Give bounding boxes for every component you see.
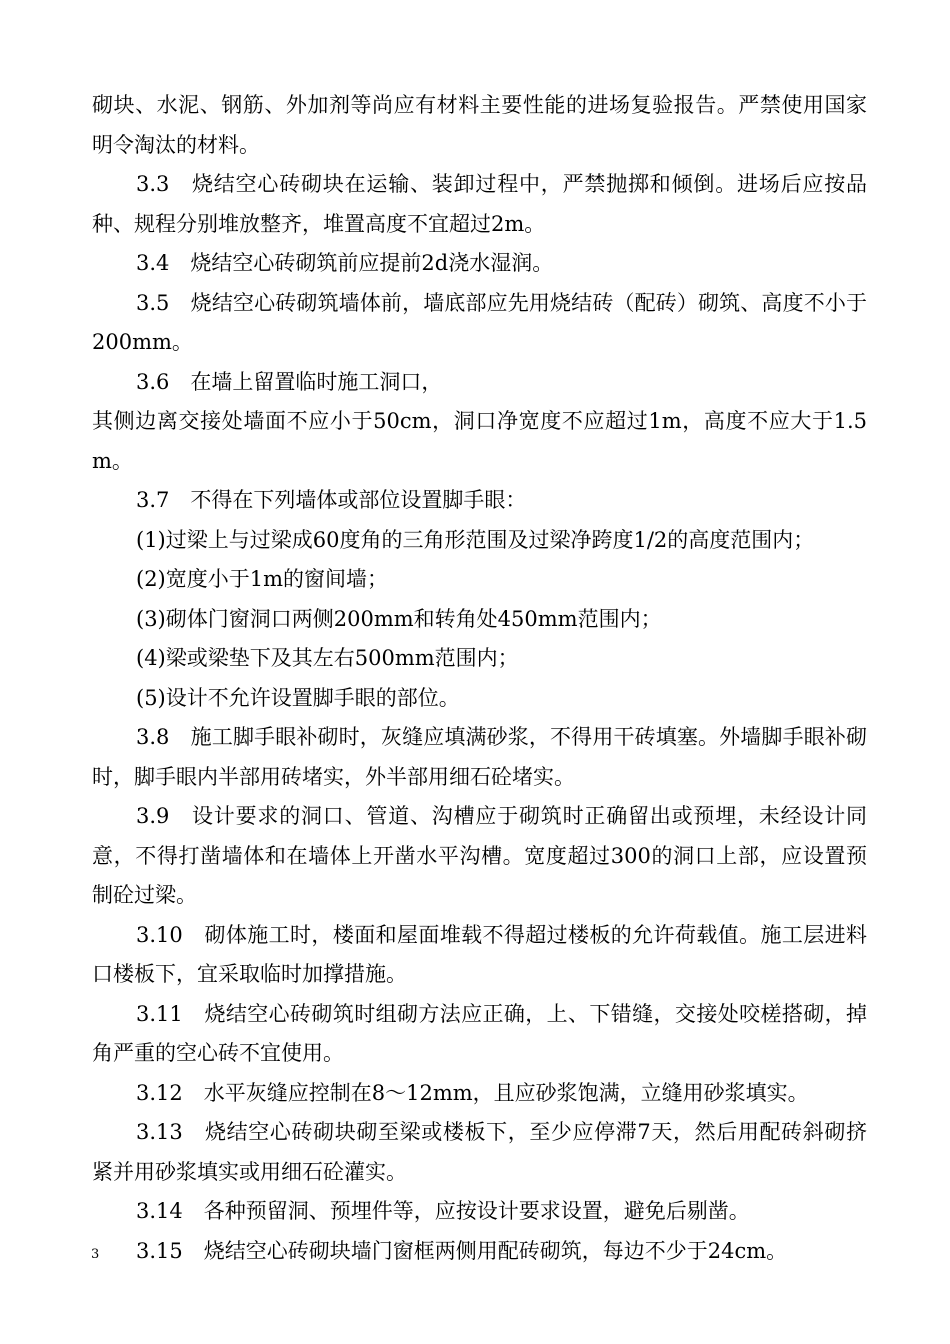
page-number: 3 — [91, 1247, 100, 1262]
list-item: (3)砌体门窗洞口两侧200mm和转角处450mm范围内； — [136, 606, 662, 631]
list-item: (5)设计不允许设置脚手眼的部位。 — [136, 685, 460, 710]
paragraph: 3.3 烧结空心砖砌块在运输、装卸过程中，严禁抛掷和倾倒。进场后应按品种、规程分别堆放整齐，堆置高度不宜超过2m。 — [92, 172, 867, 236]
paragraph: 3.15 烧结空心砖砌块墙门窗框两侧用配砖砌筑，每边不少于24cm。 — [136, 1238, 788, 1263]
paragraph: 3.13 烧结空心砖砌块砌至梁或楼板下，至少应停滞7天，然后用配砖斜砌挤紧并用砂浆填实或用细石砼灌实。 — [92, 1120, 867, 1184]
paragraph: 其侧边离交接处墙面不应小于50cm，洞口净宽度不应超过1m，高度不应大于1.5 m。 — [92, 409, 874, 473]
document-body — [92, 86, 874, 1271]
paragraph: 砌块、水泥、钢筋、外加剂等尚应有材料主要性能的进场复验报告。严禁使用国家明令淘汰的材料。 — [92, 93, 867, 157]
paragraph: 3.10 砌体施工时，楼面和屋面堆载不得超过楼板的允许荷载值。施工层进料口楼板下，宜采取临时加撑措施。 — [92, 922, 867, 986]
paragraph: 3.7 不得在下列墙体或部位设置脚手眼： — [136, 488, 527, 512]
list-item: (4)梁或梁垫下及其左右500mm范围内； — [136, 646, 519, 670]
paragraph: 3.9 设计要求的洞口、管道、沟槽应于砌筑时正确留出或预埋，未经设计同意，不得打凿墙体和在墙体上开凿水平沟槽。宽度超过300的洞口上部，应设置预制砼过梁。 — [92, 804, 867, 907]
list-item: (2)宽度小于1m的窗间墙； — [136, 567, 389, 591]
paragraph: 3.8 施工脚手眼补砌时，灰缝应填满砂浆，不得用干砖填塞。外墙脚手眼补砌时，脚手眼内半部用砖堵实，外半部用细石砼堵实。 — [92, 725, 867, 789]
paragraph: 3.14 各种预留洞、预埋件等，应按设计要求设置，避免后剔凿。 — [136, 1199, 750, 1223]
paragraph: 3.6 在墙上留置临时施工洞口， — [136, 369, 443, 394]
list-item: (1)过梁上与过梁成60度角的三角形范围及过梁净跨度1/2的高度范围内； — [136, 527, 815, 552]
paragraph: 3.4 烧结空心砖砌筑前应提前2d浇水湿润。 — [136, 251, 554, 275]
paragraph: 3.12 水平灰缝应控制在8～12mm，且应砂浆饱满，立缝用砂浆填实。 — [136, 1080, 809, 1105]
paragraph: 3.11 烧结空心砖砌筑时组砌方法应正确，上、下错缝，交接处咬槎搭砌，掉角严重的空心砖不宜使用。 — [92, 1001, 867, 1065]
paragraph: 3.5 烧结空心砖砌筑墙体前，墙底部应先用烧结砖（配砖）砌筑、高度不小于200mm。 — [92, 290, 867, 354]
